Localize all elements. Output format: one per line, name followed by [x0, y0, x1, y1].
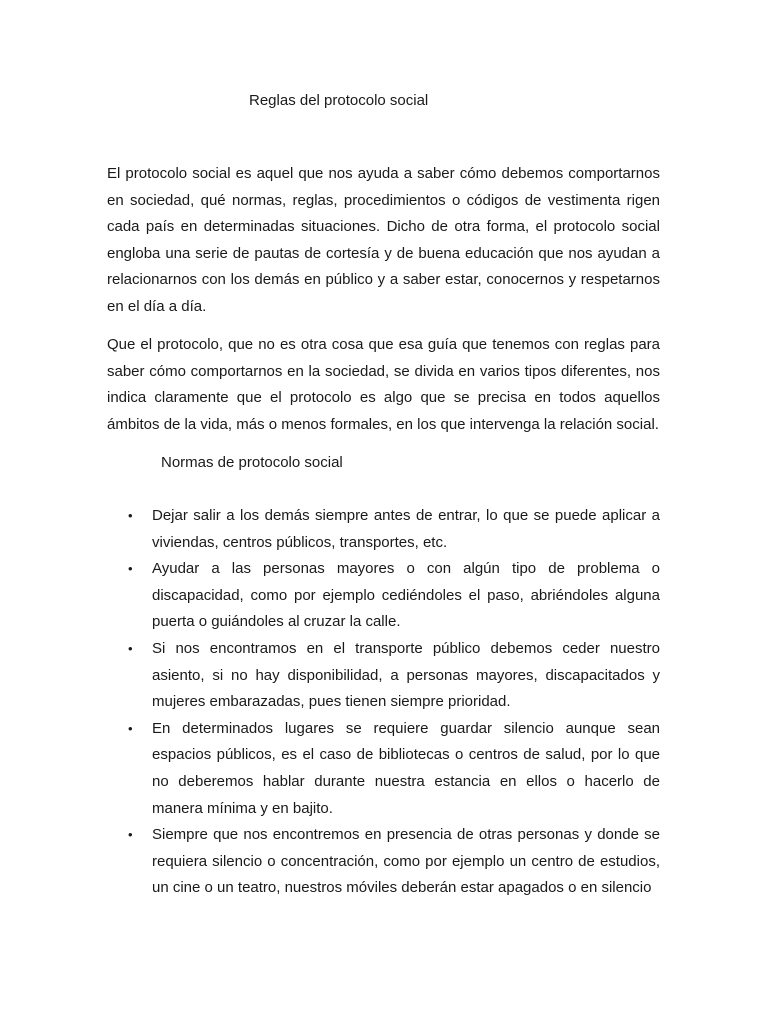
- list-item-text: Dejar salir a los demás siempre antes de entrar, lo que se puede aplicar a viviendas, centros públicos, transportes, etc.: [152, 507, 660, 551]
- paragraph-intro: El protocolo social es aquel que nos ayuda a saber cómo debemos comportarnos en sociedad, qué normas, reglas, procedimientos o códigos de vestimenta rigen cada país en determinadas situaciones. Dicho de otra forma, el protocolo social engloba una serie de pautas de cortesía y de buena educación que nos ayudan a relacionarnos con los demás en público y a saber estar, conocernos y respetarnos en el día a día.: [107, 165, 660, 315]
- document-title: Reglas del protocolo social: [249, 92, 429, 109]
- bullet-icon: •: [128, 561, 133, 577]
- bullet-icon: •: [128, 640, 133, 656]
- list-item: [128, 716, 660, 822]
- paragraph-types: Que el protocolo, que no es otra cosa que esa guía que tenemos con reglas para saber cómo comportarnos en la sociedad, se divida en varios tipos diferentes, nos indica claramente que el protocolo es algo que se precisa en todos aquellos ámbitos de la vida, más o menos formales, en los que intervenga la relación social.: [107, 336, 660, 433]
- list-item-text: Ayudar a las personas mayores o con algún tipo de problema o discapacidad, como por ejemplo cediéndoles el paso, abriéndoles alguna puerta o guiándoles al cruzar la calle.: [152, 560, 660, 631]
- bullet-icon: •: [128, 720, 133, 736]
- list-item-text: En determinados lugares se requiere guardar silencio aunque sean espacios públicos, es el caso de bibliotecas o centros de salud, por lo que no deberemos hablar durante nuestra estancia en ellos o hacerlo de manera mínima y en bajito.: [152, 719, 660, 817]
- section-subtitle: Normas de protocolo social: [161, 454, 343, 471]
- list-item: [128, 636, 660, 716]
- list-item: [128, 503, 660, 556]
- list-item: [128, 556, 660, 636]
- bullet-icon: •: [128, 827, 133, 843]
- bullet-icon: •: [128, 508, 133, 523]
- list-item-text: Si nos encontramos en el transporte público debemos ceder nuestro asiento, si no hay disponibilidad, a personas mayores, discapacitados y mujeres embarazadas, pues tienen siempre prioridad.: [152, 639, 660, 711]
- rules-list: [128, 503, 660, 902]
- list-item-text: Siempre que nos encontremos en presencia de otras personas y donde se requiera silencio o concentración, como por ejemplo un centro de estudios, un cine o un teatro, nuestros móviles deberán estar apagados o en silencio: [152, 826, 660, 897]
- list-item: [128, 822, 660, 902]
